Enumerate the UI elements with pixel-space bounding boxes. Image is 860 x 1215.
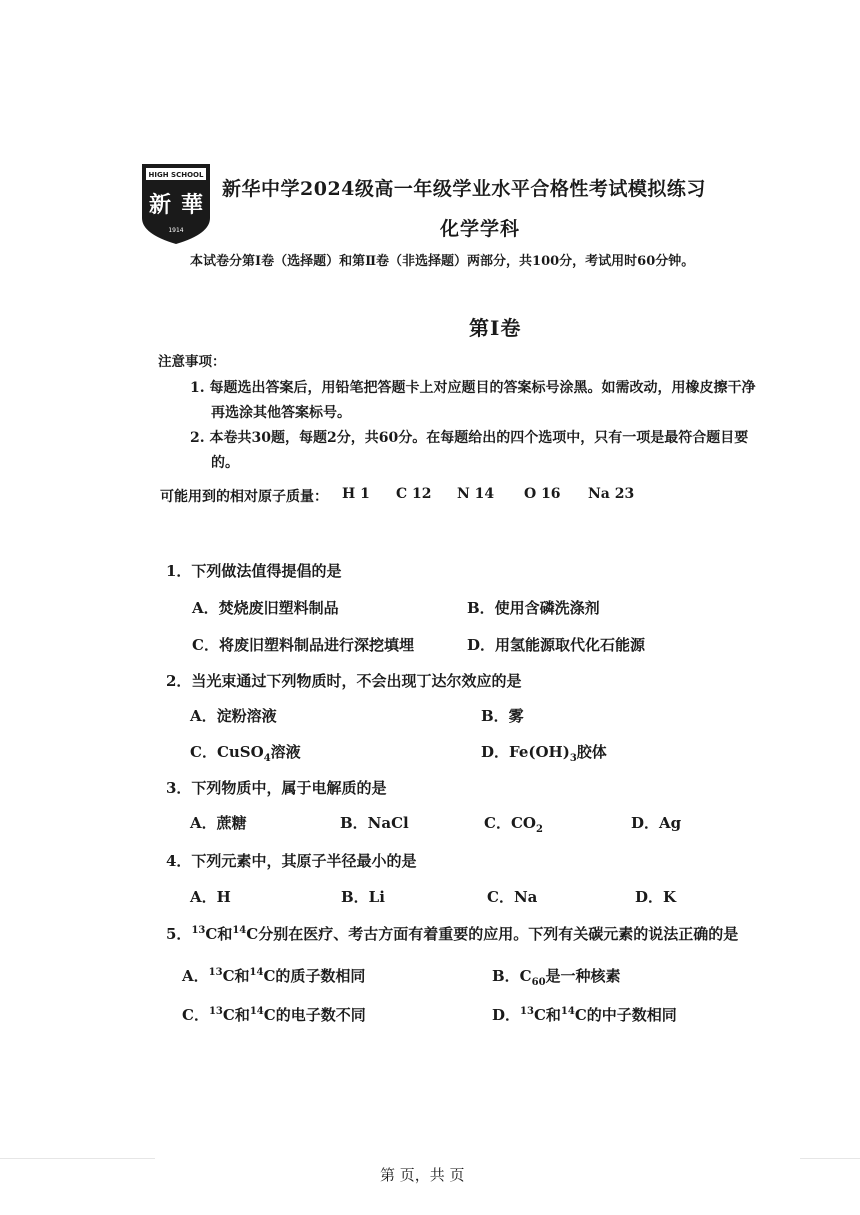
school-crest-icon [138, 160, 214, 248]
question-3-option-d: D．Ag [631, 814, 682, 832]
question-4-stem: 4．下列元素中，其原子半径最小的是 [166, 852, 417, 870]
note-2-line-2: 的。 [211, 455, 239, 471]
question-5-option-d: D．$^{13}$C和$^{14}$C的中子数相同 [492, 1006, 677, 1024]
question-4-option-c: C．Na [487, 888, 538, 906]
exam-intro: 本试卷分第Ⅰ卷（选择题）和第Ⅱ卷（非选择题）两部分，共100分，考试用时60分钟。 [190, 254, 695, 269]
question-4-option-d: D．K [635, 888, 677, 906]
question-3-option-b: B．NaCl [340, 814, 409, 832]
notes-heading: 注意事项： [158, 354, 226, 370]
subject-title: 化学学科 [440, 218, 521, 240]
question-4-option-a: A．H [190, 888, 231, 906]
svg-text:HIGH SCHOOL: HIGH SCHOOL [148, 171, 204, 179]
question-1-stem: 1．下列做法值得提倡的是 [166, 562, 342, 580]
question-3-option-a: A．蔗糖 [190, 814, 247, 832]
question-1-option-a: A．焚烧废旧塑料制品 [192, 599, 339, 617]
question-1-option-b: B．使用含磷洗涤剂 [467, 599, 600, 617]
svg-text:1914: 1914 [168, 227, 184, 234]
atomic-mass-na: Na 23 [588, 486, 635, 502]
atomic-mass-label: 可能用到的相对原子质量： [160, 489, 328, 505]
question-3-stem: 3．下列物质中，属于电解质的是 [166, 779, 387, 797]
footer-rule-left [0, 1158, 155, 1159]
question-5-stem: 5．$^{13}$C和$^{14}$C分别在医疗、考古方面有着重要的应用。下列有关碳元素的说法正确的是 [166, 925, 739, 943]
exam-title: 新华中学2024级高一年级学业水平合格性考试模拟练习 [222, 178, 706, 200]
question-2-option-b: B．雾 [481, 707, 524, 725]
svg-text:華: 華 [180, 192, 204, 218]
question-1-option-d: D．用氢能源取代化石能源 [467, 636, 646, 654]
atomic-mass-c: C 12 [396, 486, 432, 502]
atomic-mass-h: H 1 [342, 486, 370, 502]
svg-text:新: 新 [148, 192, 172, 218]
question-5-option-b: B．$C_{60}$是一种核素 [492, 967, 621, 988]
footer-rule-right [800, 1158, 860, 1159]
question-2-option-a: A．淀粉溶液 [190, 707, 277, 725]
note-1-line-1: 1. 每题选出答案后，用铅笔把答题卡上对应题目的答案标号涂黑。如需改动，用橡皮擦干净 [190, 380, 756, 396]
question-3-option-c: C．$CO_2$ [484, 814, 543, 835]
question-2-option-d: D．$Fe(OH)_3$胶体 [481, 743, 607, 764]
note-2-line-1: 2. 本卷共30题，每题2分，共60分。在每题给出的四个选项中，只有一项是最符合题目要 [190, 430, 749, 446]
question-5-option-a: A．$^{13}$C和$^{14}$C的质子数相同 [182, 967, 366, 985]
question-2-option-c: C．CuSO$_4$溶液 [190, 743, 301, 764]
question-2-stem: 2．当光束通过下列物质时，不会出现丁达尔效应的是 [166, 672, 522, 690]
page-footer: 第 页，共 页 [380, 1166, 465, 1184]
question-1-option-c: C．将废旧塑料制品进行深挖填埋 [192, 636, 414, 654]
question-4-option-b: B．Li [341, 888, 385, 906]
question-5-option-c: C．$^{13}$C和$^{14}$C的电子数不同 [182, 1006, 366, 1024]
note-1-line-2: 再选涂其他答案标号。 [211, 405, 351, 421]
atomic-mass-n: N 14 [457, 486, 495, 502]
atomic-mass-o: O 16 [524, 486, 561, 502]
section-title: 第Ⅰ卷 [469, 316, 522, 340]
